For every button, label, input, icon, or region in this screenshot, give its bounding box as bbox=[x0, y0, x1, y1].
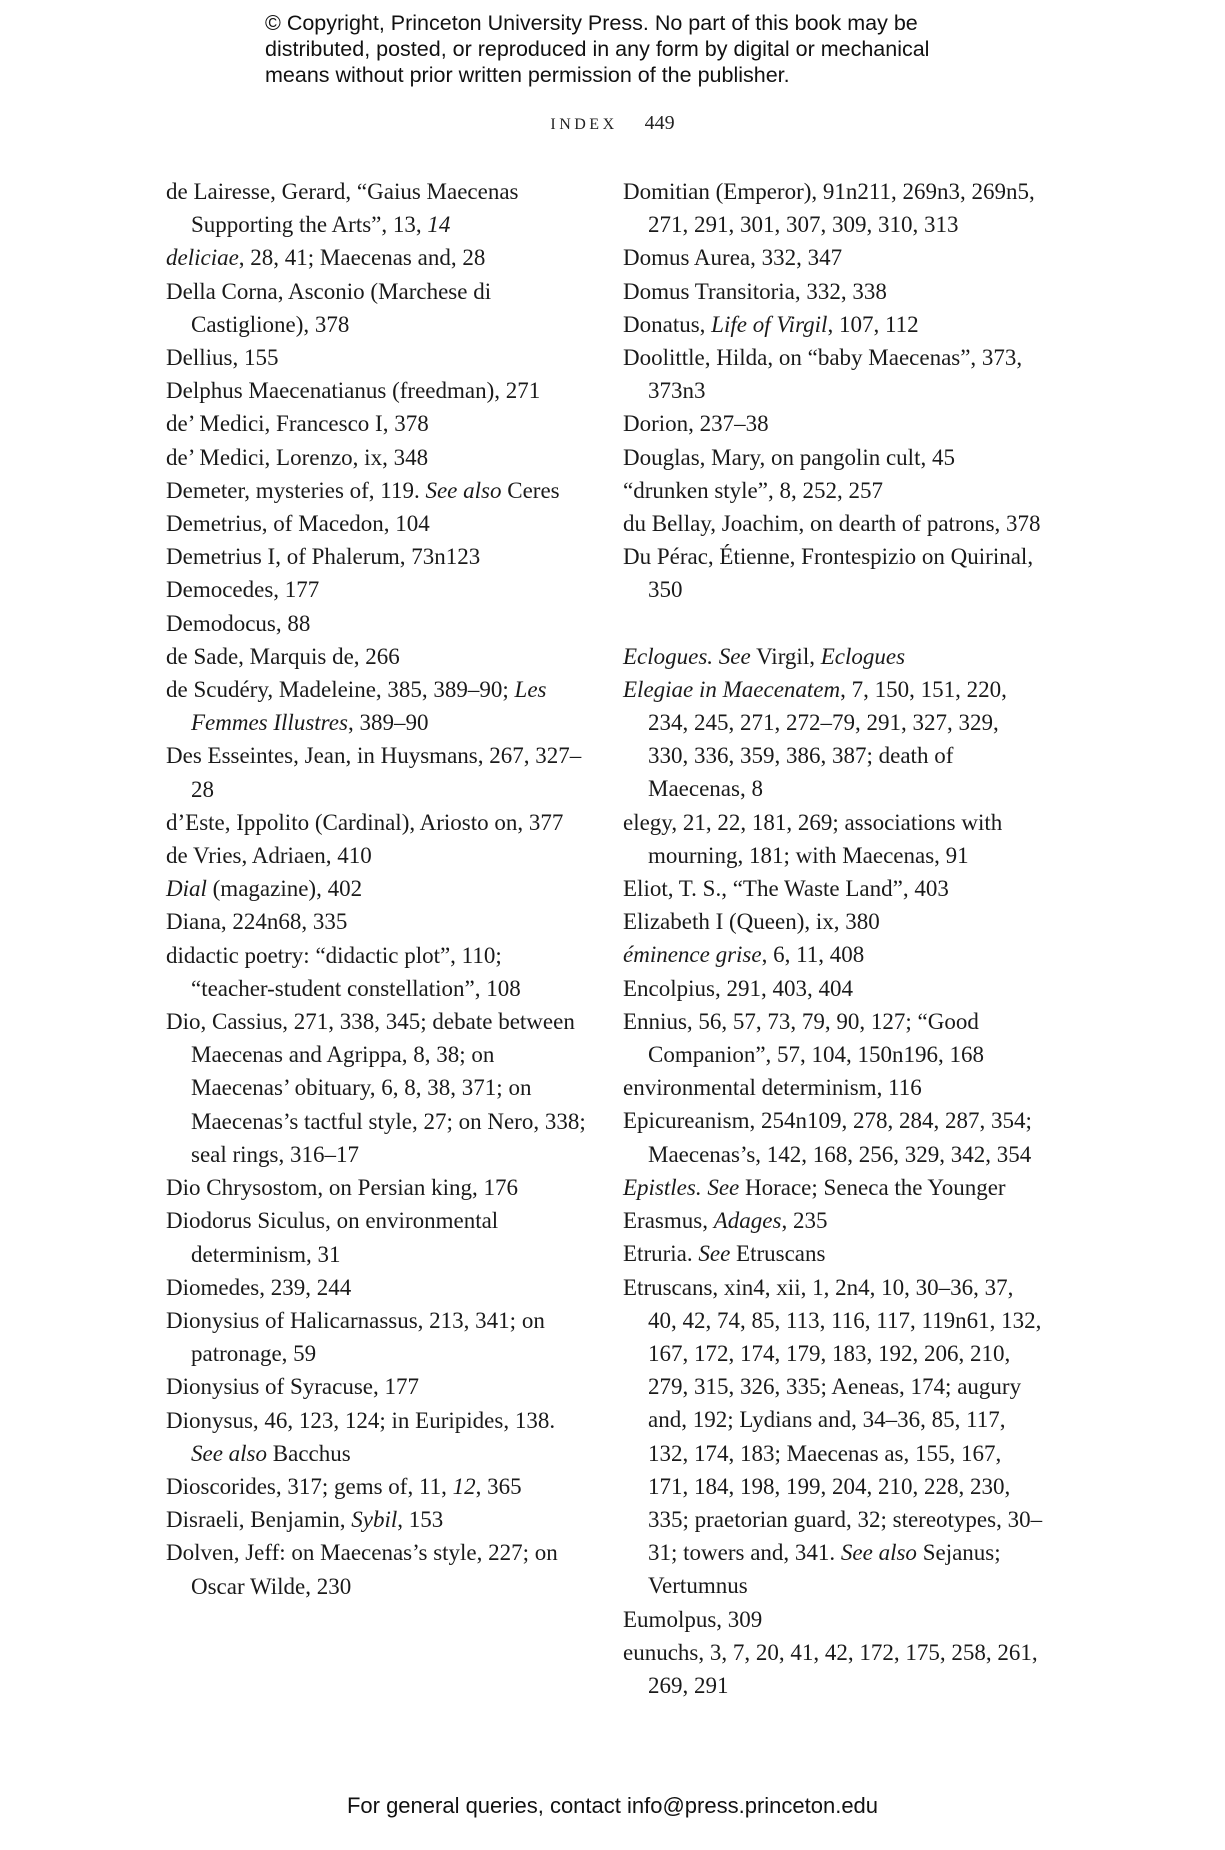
index-entry: Erasmus, Adages, 235 bbox=[623, 1208, 828, 1234]
index-entry: Demodocus, 88 bbox=[166, 610, 311, 636]
index-entry: Della Corna, Asconio (Marchese di Castiglione), 378 bbox=[166, 278, 492, 337]
index-entry: de Sade, Marquis de, 266 bbox=[166, 643, 400, 669]
index-entry: Dellius, 155 bbox=[166, 345, 279, 371]
footer-contact: For general queries, contact info@press.princeton.edu bbox=[346, 1793, 879, 1818]
index-entry: “drunken style”, 8, 252, 257 bbox=[623, 477, 883, 503]
index-entry: Elizabeth I (Queen), ix, 380 bbox=[623, 909, 880, 935]
copyright-line: distributed, posted, or reproduced in any form by digital or mechanical bbox=[265, 37, 930, 61]
copyright-line: © Copyright, Princeton University Press. No part of this book may be bbox=[265, 11, 918, 35]
index-entry: Dial (magazine), 402 bbox=[166, 876, 363, 902]
index-entry: Dio, Cassius, 271, 338, 345; debate between Maecenas and Agrippa, 8, 38; on Maecenas’ obituary, 6, 8, 38, 371; on Maecenas’s tactful style, 27; on Nero, 338; seal rings, 316–17 bbox=[166, 1009, 586, 1167]
index-entry: Democedes, 177 bbox=[166, 577, 320, 603]
index-entry: de Scudéry, Madeleine, 385, 389–90; Les Femmes Illustres, 389–90 bbox=[166, 677, 547, 736]
index-entry: Epistles. See Horace; Seneca the Younger bbox=[623, 1174, 1006, 1200]
index-entry: Delphus Maecenatianus (freedman), 271 bbox=[166, 378, 541, 404]
index-column-left bbox=[166, 175, 586, 1603]
index-entry: Etruria. See Etruscans bbox=[623, 1241, 826, 1267]
index-entry: Eumolpus, 309 bbox=[623, 1606, 763, 1632]
copyright-notice bbox=[265, 10, 985, 88]
index-entry: de Lairesse, Gerard, “Gaius Maecenas Supporting the Arts”, 13, 14 bbox=[166, 179, 519, 238]
index-entry: Dioscorides, 317; gems of, 11, 12, 365 bbox=[166, 1473, 522, 1499]
index-entry: Demetrius, of Macedon, 104 bbox=[166, 511, 430, 537]
index-entry: de Vries, Adriaen, 410 bbox=[166, 843, 372, 869]
index-entry: de’ Medici, Francesco I, 378 bbox=[166, 411, 429, 437]
index-entry: Disraeli, Benjamin, Sybil, 153 bbox=[166, 1507, 444, 1533]
index-entry: Elegiae in Maecenatem, 7, 150, 151, 220, 234, 245, 271, 272–79, 291, 327, 329, 330, 336, 359, 386, 387; death of Maecenas, 8 bbox=[623, 676, 1007, 802]
index-entry: Domus Aurea, 332, 347 bbox=[623, 245, 843, 271]
index-entry: d’Este, Ippolito (Cardinal), Ariosto on, 377 bbox=[166, 809, 564, 835]
index-entry: Du Pérac, Étienne, Frontespizio on Quirinal, 350 bbox=[623, 544, 1034, 603]
index-entry: éminence grise, 6, 11, 408 bbox=[623, 942, 865, 968]
index-entry: Dionysus, 46, 123, 124; in Euripides, 138. See also Bacchus bbox=[166, 1407, 556, 1466]
index-entry: Dionysius of Halicarnassus, 213, 341; on patronage, 59 bbox=[166, 1307, 545, 1367]
index-entry: de’ Medici, Lorenzo, ix, 348 bbox=[166, 444, 429, 470]
index-entry: Des Esseintes, Jean, in Huysmans, 267, 327–28 bbox=[166, 743, 582, 802]
index-entry: elegy, 21, 22, 181, 269; associations with mourning, 181; with Maecenas, 91 bbox=[623, 809, 1003, 868]
index-entry: Etruscans, xin4, xii, 1, 2n4, 10, 30–36, 37, 40, 42, 74, 85, 113, 116, 117, 119n61, 132, 167, 172, 174, 179, 183, 192, 206, 210, 279, 315, 326, 335; Aeneas, 174; augury and, 192; Lydians and, 34–36, 85, 117, 132, 174, 183; Maecenas as, 155, 167, 171, 184, 198, 199, 204, 210, 228, 230, 335; praetorian guard, 32; stereotypes, 30–31; towers and, 341. See also Sejanus; Vertumnus bbox=[623, 1274, 1043, 1599]
index-entry: Ennius, 56, 57, 73, 79, 90, 127; “Good Companion”, 57, 104, 150n196, 168 bbox=[623, 1008, 985, 1068]
index-entry: Demeter, mysteries of, 119. See also Ceres bbox=[166, 477, 560, 503]
index-entry: Diodorus Siculus, on environmental determinism, 31 bbox=[166, 1208, 499, 1267]
index-entry: environmental determinism, 116 bbox=[623, 1075, 922, 1101]
index-entry: Domitian (Emperor), 91n211, 269n3, 269n5, 271, 291, 301, 307, 309, 310, 313 bbox=[623, 179, 1035, 238]
index-entry: Dionysius of Syracuse, 177 bbox=[166, 1374, 419, 1400]
index-entry: Douglas, Mary, on pangolin cult, 45 bbox=[623, 444, 955, 470]
index-entry: didactic poetry: “didactic plot”, 110; “teacher-student constellation”, 108 bbox=[166, 942, 521, 1001]
index-entry: Demetrius I, of Phalerum, 73n123 bbox=[166, 544, 481, 570]
index-entry: Diomedes, 239, 244 bbox=[166, 1274, 352, 1300]
page-number: 449 bbox=[644, 112, 675, 134]
copyright-line: means without prior written permission of the publisher. bbox=[265, 63, 790, 87]
index-entry: Eliot, T. S., “The Waste Land”, 403 bbox=[623, 876, 949, 902]
running-head-label: INDEX bbox=[550, 116, 618, 133]
index-entry: Dolven, Jeff: on Maecenas’s style, 227; on Oscar Wilde, 230 bbox=[166, 1540, 558, 1599]
index-entry: Domus Transitoria, 332, 338 bbox=[623, 278, 887, 304]
index-entry: Dio Chrysostom, on Persian king, 176 bbox=[166, 1175, 519, 1201]
running-head bbox=[0, 112, 1225, 135]
index-entry: Dorion, 237–38 bbox=[623, 411, 769, 437]
index-entry: Diana, 224n68, 335 bbox=[166, 909, 348, 935]
index-entry: Doolittle, Hilda, on “baby Maecenas”, 373, 373n3 bbox=[623, 345, 1023, 404]
index-entry: Eclogues. See Virgil, Eclogues bbox=[623, 643, 906, 669]
index-entry: Epicureanism, 254n109, 278, 284, 287, 354; Maecenas’s, 142, 168, 256, 329, 342, 354 bbox=[623, 1108, 1032, 1167]
index-column-right bbox=[623, 175, 1043, 1702]
index-entry: Encolpius, 291, 403, 404 bbox=[623, 975, 853, 1001]
index-entry: eunuchs, 3, 7, 20, 41, 42, 172, 175, 258, 261, 269, 291 bbox=[623, 1639, 1038, 1698]
index-entry: du Bellay, Joachim, on dearth of patrons, 378 bbox=[623, 511, 1041, 537]
index-entry: Donatus, Life of Virgil, 107, 112 bbox=[623, 311, 919, 337]
index-entry: deliciae, 28, 41; Maecenas and, 28 bbox=[166, 245, 486, 271]
